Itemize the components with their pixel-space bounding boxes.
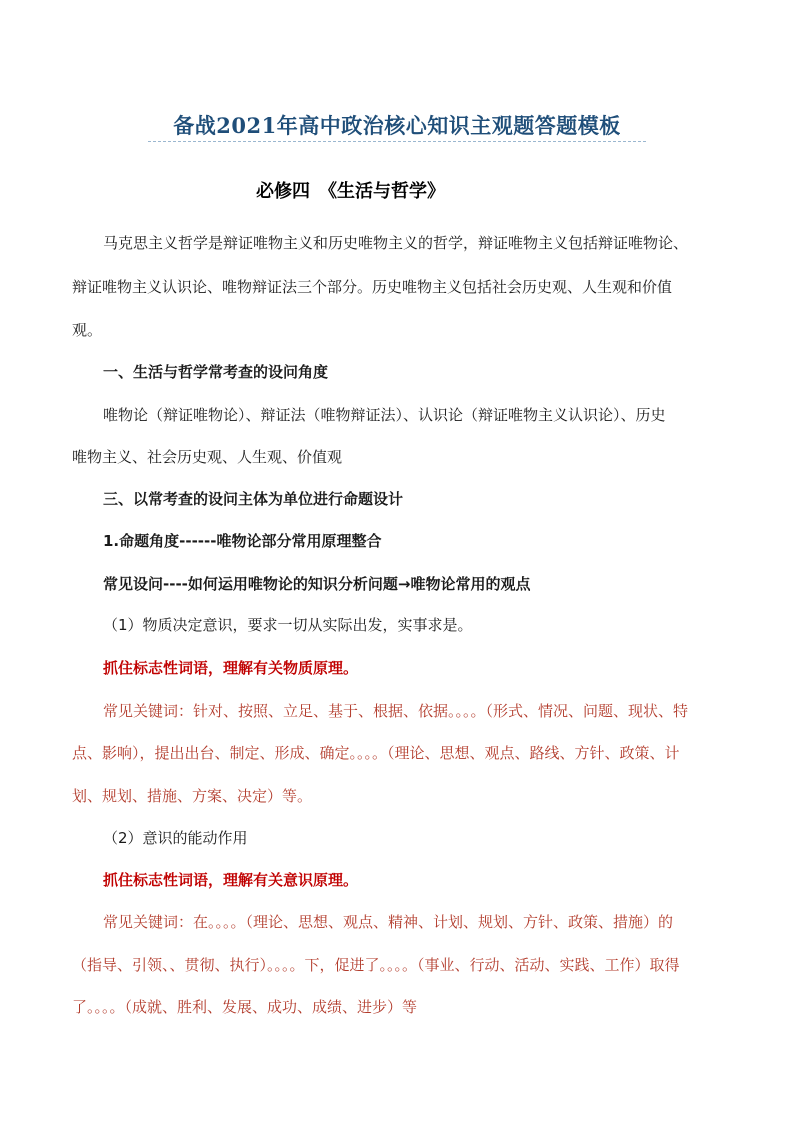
point1-keywords-line-2: 点、影响），提出出台、制定、形成、确定。。。。（理论、思想、观点、路线、方针、政策、计 [72,744,680,762]
point2-keywords-line-1: 常见关键词：在。。。。（理论、思想、观点、精神、计划、规划、方针、政策、措施）的 [103,913,674,931]
point1-tip: 抓住标志性词语，理解有关物质原理。 [103,659,359,677]
point1-keywords-line-1: 常见关键词：针对、按照、立足、基于、根据、依据。。。。（形式、情况、问题、现状、特 [103,702,689,720]
point2-keywords-line-3: 了。。。。（成就、胜利、发展、成功、成绩、进步）等 [72,998,418,1016]
point1-text: （1）物质决定意识，要求一切从实际出发，实事求是。 [103,616,473,634]
page-subtitle: 必修四 《生活与哲学》 [256,181,445,202]
intro-line-2: 辩证唯物主义认识论、唯物辩证法三个部分。历史唯物主义包括社会历史观、人生观和价值 [72,278,673,296]
angle-heading: 1.命题角度------唯物论部分常用原理整合 [103,532,382,550]
page-title: 备战2021年高中政治核心知识主观题答题模板 [173,113,621,138]
point2-tip: 抓住标志性词语，理解有关意识原理。 [103,871,359,889]
point2-keywords-line-2: （指导、引领、、贯彻、执行）。。。。下，促进了。。。。（事业、行动、活动、实践、工作）取得 [72,956,680,974]
point1-keywords-line-3: 划、规划、措施、方案、决定）等。 [72,787,313,805]
section1-heading: 一、生活与哲学常考查的设问角度 [103,363,329,381]
intro-line-1: 马克思主义哲学是辩证唯物主义和历史唯物主义的哲学，辩证唯物主义包括辩证唯物论、 [103,234,689,252]
section1-line-2: 唯物主义、社会历史观、人生观、价值观 [72,448,343,466]
section3-heading: 三、以常考查的设问主体为单位进行命题设计 [103,490,404,508]
intro-line-3: 观。 [72,321,103,339]
title-underline [148,141,646,142]
section1-line-1: 唯物论（辩证唯物论）、辩证法（唯物辩证法）、认识论（辩证唯物主义认识论）、历史 [103,406,666,424]
common-question: 常见设问----如何运用唯物论的知识分析问题→唯物论常用的观点 [103,575,531,593]
point2-text: （2）意识的能动作用 [103,829,248,847]
